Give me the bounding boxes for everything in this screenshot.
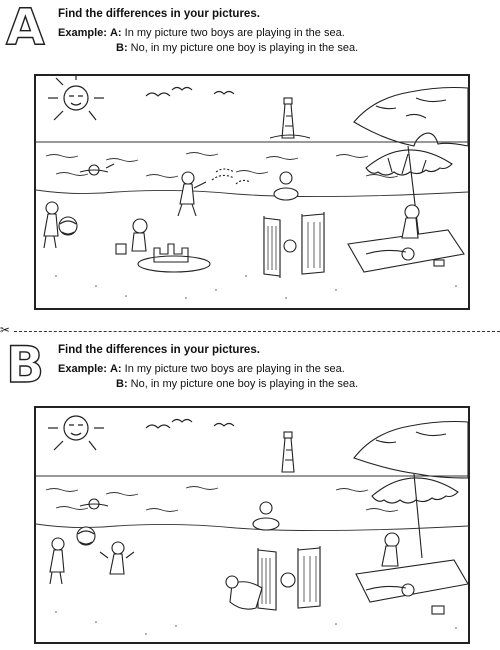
swimming-boy-icon xyxy=(80,164,114,175)
sun-icon xyxy=(48,416,104,450)
seagulls-icon xyxy=(146,88,234,97)
example-line-b xyxy=(116,42,358,54)
girl-with-ball-icon xyxy=(44,202,77,248)
windbreak-icon xyxy=(264,212,324,278)
sand-dots xyxy=(55,275,457,299)
lighthouse-icon xyxy=(270,98,310,138)
boy-with-ring-icon xyxy=(274,172,298,200)
beach-picture-b xyxy=(34,406,470,644)
sandcastle-icon xyxy=(116,219,210,272)
example-line-a xyxy=(58,27,345,39)
scissors-icon: ✂ xyxy=(0,323,11,337)
sand-dots xyxy=(55,611,457,635)
sunbathers-icon xyxy=(348,205,464,272)
cut-line xyxy=(0,323,500,337)
beach-picture-a xyxy=(34,74,470,310)
example-label: Example: xyxy=(58,27,107,39)
speaker-b: B: xyxy=(116,42,128,54)
speaker-a: A: xyxy=(109,27,122,39)
dashed-cut-line xyxy=(14,331,500,332)
speaker-a: A: xyxy=(109,363,122,375)
example-sentence-b: No, in my picture one boy is playing in the sea. xyxy=(130,42,359,54)
sunbathers-icon xyxy=(356,533,468,614)
beach-illustration-a xyxy=(36,76,468,308)
beach-illustration-b xyxy=(36,408,468,642)
swimming-boy-icon xyxy=(80,499,108,509)
deckchair-icon xyxy=(226,546,320,610)
example-sentence-a: In my picture two boys are playing in the sea. xyxy=(124,27,345,39)
example-line-a xyxy=(58,363,345,375)
cliff-icon xyxy=(354,88,468,147)
example-sentence-a: In my picture two boys are playing in the sea. xyxy=(124,363,345,375)
example-label: Example: xyxy=(58,363,107,375)
section-letter-a: A xyxy=(6,0,45,56)
example-sentence-b: No, in my picture one boy is playing in the sea. xyxy=(130,378,359,390)
sun-icon xyxy=(48,76,104,120)
boy-with-ring-icon xyxy=(253,502,279,530)
lighthouse-icon xyxy=(282,432,294,472)
instructions-title-b: Find the differences in your pictures. xyxy=(58,344,260,356)
cliff-icon xyxy=(354,422,468,479)
section-letter-b: B xyxy=(6,336,45,394)
speaker-b: B: xyxy=(116,378,128,390)
section-b xyxy=(0,336,500,650)
seagulls-icon xyxy=(146,420,234,429)
example-line-b xyxy=(116,378,358,390)
girls-with-ball-icon xyxy=(50,527,134,584)
instructions-title-a: Find the differences in your pictures. xyxy=(58,8,260,20)
beach-umbrella-icon xyxy=(372,474,458,558)
